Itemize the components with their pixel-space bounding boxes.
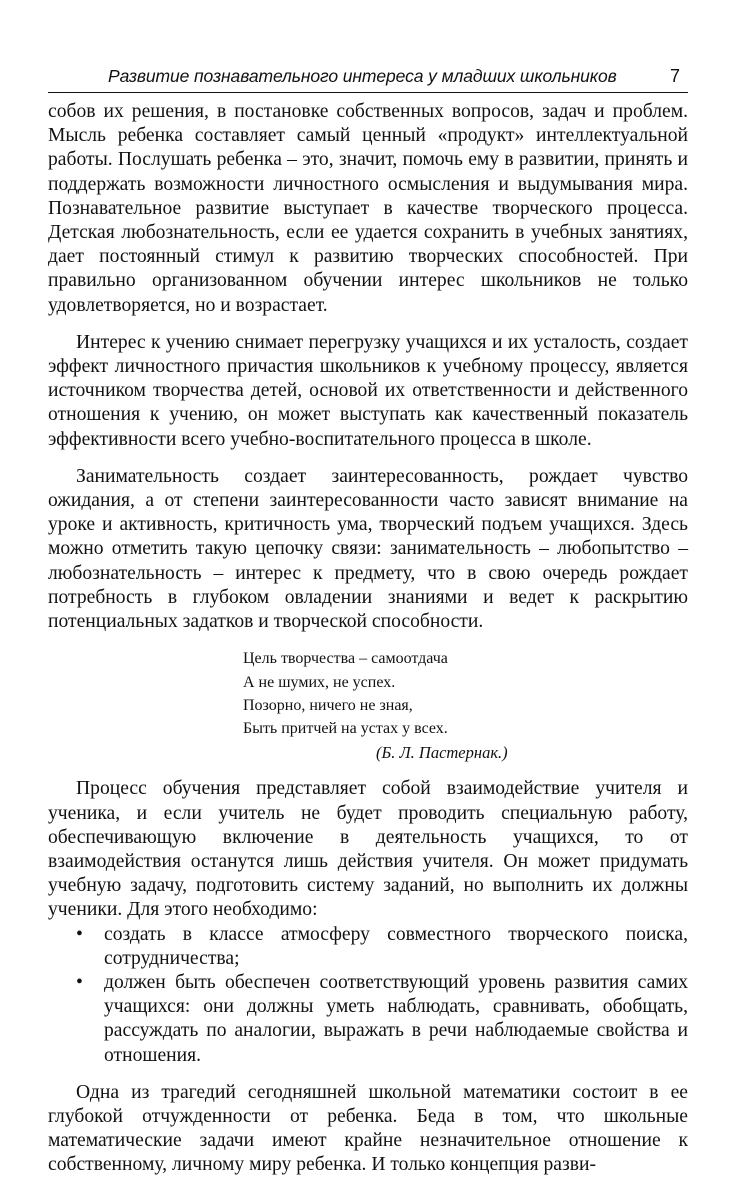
running-header-title: Развитие познавательного интереса у младших школьников bbox=[108, 66, 617, 86]
page-number: 7 bbox=[669, 66, 680, 86]
poem-epigraph bbox=[243, 647, 688, 764]
poem-line: Позорно, ничего не зная, bbox=[243, 697, 413, 715]
bullet-list bbox=[48, 923, 688, 1068]
paragraph-2: Интерес к учению снимает перегрузку учащихся и их усталость, создает эффект личностного причастия школьников к учебному процессу, является источником творчества детей, основой их ответственности и действенного отношения к учению, он может выступать как качественный показатель эффективности всего учебно-воспитательного процесса в школе. bbox=[48, 331, 688, 450]
list-item bbox=[48, 971, 688, 1068]
poem-line: А не шумих, не успех. bbox=[243, 673, 396, 691]
body-text bbox=[48, 100, 688, 1178]
paragraph-3: Занимательность создает заинтересованность, рождает чувство ожидания, а от степени заинтересованности часто зависят внимание на уроке и активность, критичность ума, творческий подъем учащихся. Здесь можно отметить такую цепочку связи: занимательность – любопытство – любознательность – интерес к предмету, что в свою очередь рождает потребность в глубоком овладении знаниями и ведет к раскрытию потенциальных задатков и творческой способности. bbox=[48, 465, 688, 633]
running-header bbox=[48, 64, 688, 93]
list-item bbox=[48, 923, 688, 971]
paragraph-5: Одна из трагедий сегодняшней школьной математики состоит в ее глубокой отчужденности от ребенка. Беда в том, что школьные математические задачи имеют крайне незначительное отношение к собственному, личному миру ребенка. И только концепция разви- bbox=[48, 1081, 688, 1176]
poem-line: Цель творчества – самоотдача bbox=[243, 650, 448, 668]
bullet-icon: • bbox=[76, 923, 83, 945]
paragraph-4: Процесс обучения представляет собой взаимодействие учителя и ученика, и если учитель не будет проводить специальную работу, обеспечивающую включение в деятельность учащихся, то от взаимодействия останутся лишь действия учителя. Он может придумать учебную задачу, подготовить систему заданий, но выполнить их должны ученики. Для этого необходимо: bbox=[48, 778, 688, 921]
poem-author: (Б. Л. Пастернак.) bbox=[376, 742, 508, 762]
paragraph-1: собов их решения, в постановке собственных вопросов, задач и проблем. Мысль ребенка составляет самый ценный «продукт» интеллектуальной работы. Послушать ребенка – это, значит, помочь ему в развитии, принять и поддержать возможности личностного осмысления и выдумывания мира. Познавательное развитие выступает в качестве творческого процесса. Детская любознательность, если ее удается сохранить в учебных занятиях, дает постоянный стимул к развитию творческих способностей. При правильно организованном обучении интерес школьников не только удовлетворяется, но и возрастает. bbox=[48, 101, 688, 316]
list-item-text: должен быть обеспечен соответствующий уровень развития самих учащихся: они должны уметь наблюдать, сравнивать, обобщать, рассуждать по аналогии, выражать в речи наблюдаемые свойства и отношения. bbox=[104, 971, 688, 1066]
poem-line: Быть притчей на устах у всех. bbox=[243, 720, 448, 738]
bullet-icon: • bbox=[76, 971, 83, 993]
list-item-text: создать в классе атмосферу совместного творческого поиска, сотрудничества; bbox=[104, 923, 688, 969]
